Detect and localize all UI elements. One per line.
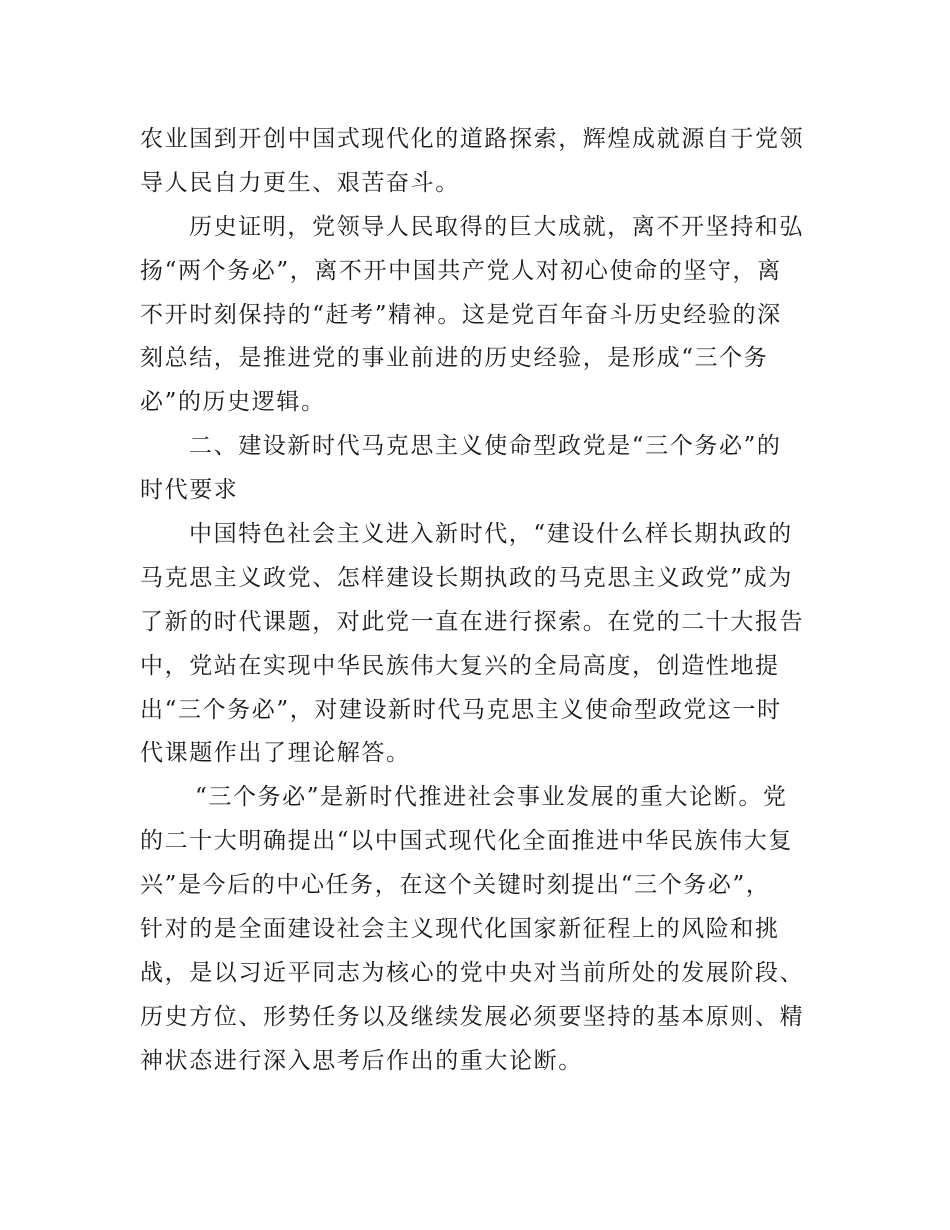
text-line: 马克思主义政党、怎样建设长期执政的马克思主义政党”成为 (140, 564, 793, 591)
section-heading-line: 时代要求 (140, 477, 239, 504)
paragraph-start-line: “三个务必”是新时代推进社会事业发展的重大论断。党 (195, 784, 788, 811)
text-line: 的二十大明确提出“以中国式现代化全面推进中华民族伟大复 (140, 828, 793, 855)
text-line: 中，党站在实现中华民族伟大复兴的全局高度，创造性地提 (140, 652, 780, 679)
text-line: 战，是以习近平同志为核心的党中央对当前所处的发展阶段、 (140, 959, 805, 986)
section-heading-line: 二、建设新时代马克思主义使命型政党是“三个务必”的 (189, 433, 782, 460)
text-line: 出“三个务必”，对建设新时代马克思主义使命型政党这一时 (140, 696, 782, 723)
text-line: 历史方位、形势任务以及继续发展必须要坚持的基本原则、精 (140, 1003, 805, 1030)
document-body (140, 118, 820, 1084)
text-line: 扬“两个务必”，离不开中国共产党人对初心使命的坚守，离 (140, 257, 782, 284)
text-line: 神状态进行深入思考后作出的重大论断。 (140, 1047, 583, 1074)
text-line: 农业国到开创中国式现代化的道路探索，辉煌成就源自于党领 (140, 126, 805, 152)
paragraph-start-line: 历史证明，党领导人民取得的巨大成就，离不开坚持和弘 (189, 213, 804, 240)
text-line: 导人民自力更生、艰苦奋斗。 (140, 169, 460, 196)
text-line: 刻总结，是推进党的事业前进的历史经验，是形成“三个务 (140, 345, 769, 372)
text-line: 代课题作出了理论解答。 (140, 740, 411, 767)
text-line: 针对的是全面建设社会主义现代化国家新征程上的风险和挑 (140, 916, 780, 943)
paragraph-start-line: 中国特色社会主义进入新时代，“建设什么样长期执政的 (189, 521, 793, 548)
text-line: 必”的历史逻辑。 (140, 389, 326, 416)
text-line: 了新的时代课题，对此党一直在进行探索。在党的二十大报告 (140, 608, 805, 635)
text-line: 兴”是今后的中心任务，在这个关键时刻提出“三个务必”， (140, 872, 771, 899)
text-line: 不开时刻保持的“赶考”精神。这是党百年奋斗历史经验的深 (140, 301, 782, 328)
